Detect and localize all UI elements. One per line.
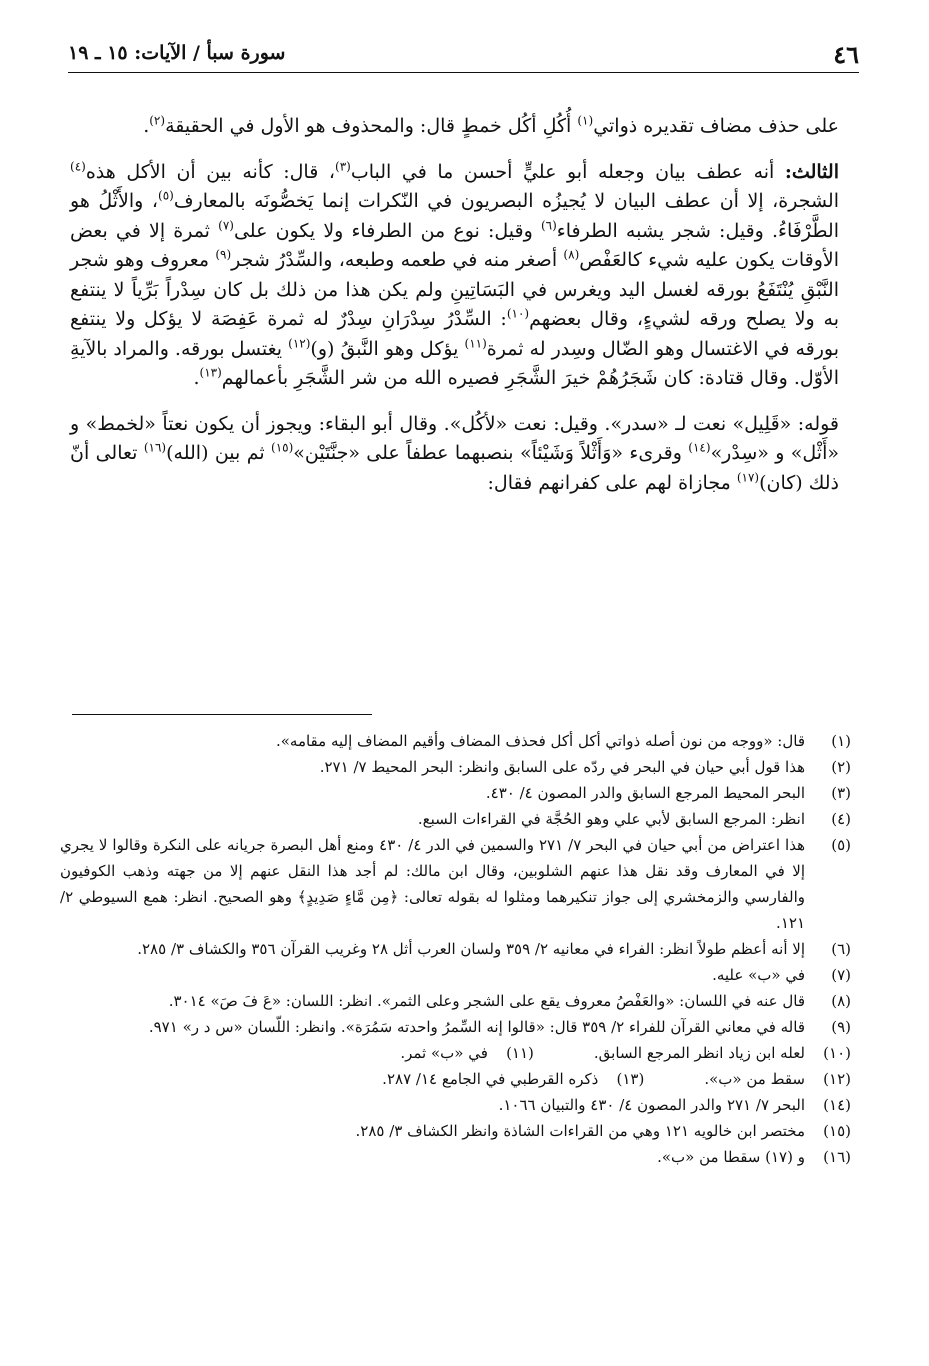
footnote-ref: (١٤) — [688, 440, 711, 455]
footnote: (٦) إلا أنه أعظم طولاً انظر: الفراء في معانيه ٢/ ٣٥٩ ولسان العرب أثل ٢٨ وغريب القرآن ٣٥٦ والكشاف ٣/ ٢٨٥. — [137, 940, 851, 958]
footnote-ref: (١٧) — [736, 470, 760, 485]
paragraph-2: الثالث: أنه عطف بيان وجعله أبو عليٍّ أحسن ما في الباب$^{(٣)}$، قال: كأنه بين أن الأكل هذه$^{(٤)}$ الشجرة، إلا أن عطف البيان لا يُجيزُه البصريون في النّكرات إنما يَخصُّونَه بالمعارف$^{(٥)}$، والأَثْلُ هو الطَّرْفَاءُ. وقيل: شجر يشبه الطرفاء$^{(٦)}$ وقيل: نوع من الطرفاء ولا يكون على$^{(٧)}$ ثمرة إلا في بعض الأوقات يكون عليه شيء كالعَفْص$^{(٨)}$ أصغر منه في طعمه وطبعه، والسِّدْرُ شجر$^{(٩)}$ معروف وهو شجر النَّبْقِ يُنْتَفَعُ بورقه لغسل اليد ويغرس في البَسَاتِينِ ولم يكن هذا من ذلك بل كان سِدْراً بَرِّياً لا ينتفع به ولا يصلح ورقه لشيءٍ، وقال بعضهم$^{(١٠)}$: السِّدْرُ سِدْرَانِ سِدْرٌ له ثمرة عَفِصَة لا يؤكل ولا ينتفع بورقه في الاغتسال وهو الضّال وسِدر له ثمرة$^{(١١)}$ يؤكل وهو النَّبقُ (و)$^{(١٢)}$ يغتسل بورقه. والمراد بالآيةِ الأوّل. وقال قتادة: كان شَجَرُهُمْ خيرَ الشَّجَرِ فصيره الله من شر الشَّجَرِ بأعمالهم$^{(١٣)}$. — [70, 159, 840, 389]
running-title: سورة سبأ / الآيات: ١٥ ـ ١٩ — [68, 42, 286, 64]
footnote: (١٥) مختصر ابن خالويه ١٢١ وهي من القراءات الشاذة وانظر الكشاف ٣/ ٢٨٥. — [355, 1122, 851, 1140]
footnote-ref: (١٠) — [506, 306, 530, 321]
footnote: (١) قال: «ووجه من نون أصله ذواتي أكل أكل فحذف المضاف وأقيم المضاف إليه مقامه». — [275, 732, 851, 750]
footnote-ref: (٣) — [335, 159, 351, 174]
footnote-ref: (١٢) — [288, 336, 311, 351]
footnote-ref: (٩) — [215, 247, 232, 262]
footnote: (١٦) و (١٧) سقطا من «ب». — [657, 1148, 851, 1166]
header-rule — [68, 72, 859, 73]
footnote: (١٤) البحر ٧/ ٢٧١ والدر المصون ٤/ ٤٣٠ والتبيان ١٠٦٦. — [498, 1096, 851, 1114]
footnote-pair — [60, 1066, 851, 1092]
footnote-ref: (٦) — [540, 218, 557, 233]
footnote-ref: (٨) — [563, 247, 580, 262]
footnote: (١٣) ذكره القرطبي في الجامع ١٤/ ٢٨٧. — [382, 1070, 645, 1088]
footnote-ref: (٤) — [70, 159, 86, 174]
footnote: (٧) في «ب» عليه. — [712, 966, 851, 984]
footnote: (٨) قال عنه في اللسان: «والعَفْصُ معروف يقع على الشجر وعلى الثمر». انظر: اللسان: «عَ فَ صَ» ٣٠١٤. — [168, 992, 851, 1010]
paragraph-1: على حذف مضاف تقديره ذواتي$^{(١)}$ أُكُلِ أكُل خمطٍ قال: والمحذوف هو الأول في الحقيقة$^{(٢)}$. — [143, 113, 839, 137]
footnote-pair — [60, 1040, 851, 1066]
footnote-ref: (٧) — [218, 218, 234, 233]
footnote-ref: (١٦) — [143, 440, 167, 455]
footnote: (١٠) لعله ابن زياد انظر المرجع السابق. — [593, 1044, 851, 1062]
footnote: (٥) هذا اعتراض من أبي حيان في البحر ٧/ ٢٧١ والسمين في الدر ٤/ ٤٣٠ ومنع أهل البصرة جريانه على النكرة وقالوا لا يجري إلا في المعارف وقد نقل هذا عنهم الشلوبين، وقال ابن مالك: لم أجد هذا النقل عنهم إلا من جهته وذهب الكوفيون والفارسي والزمخشري إلى جواز تنكيرهما ومثلوا له بقوله تعالى: ﴿مِن مَّاءٍ صَدِيدٍ﴾ وهو الصحيح. انظر: همع السيوطي ٢/ ١٢١. — [60, 836, 851, 932]
footnote: (١١) في «ب» ثمر. — [400, 1044, 534, 1062]
page-number: ٤٦ — [833, 40, 859, 69]
footnote-ref: (٢) — [149, 113, 166, 128]
main-text — [70, 112, 839, 498]
page-header — [68, 40, 859, 70]
paragraph-lead: الثالث: — [784, 160, 839, 183]
footnote-ref: (١) — [577, 113, 594, 128]
footnote-ref: (١٥) — [271, 440, 294, 455]
footnote-ref: (١١) — [464, 336, 487, 351]
footnote: (١٢) سقط من «ب». — [704, 1070, 851, 1088]
footnote: (٢) هذا قول أبي حيان في البحر في ردّه على السابق وانظر: البحر المحيط ٧/ ٢٧١. — [319, 758, 851, 776]
footnote-ref: (١٣) — [199, 365, 222, 380]
footnote: (٤) انظر: المرجع السابق لأبي علي وهو الحُجَّة في القراءات السبع. — [417, 810, 851, 828]
paragraph-3: قوله: «قَلِيل» نعت لـ «سدر». وقيل: نعت «لأكُل». وقال أبو البقاء: ويجوز أن يكون نعتاً «لخمط» و «أَثْل» و «سِدْر»$^{(١٤)}$ وقرىء «وَأَثْلاً وَشَيْئاً» بنصبهما عطفاً على «جنَّتَيْن»$^{(١٥)}$ ثم بين (الله)$^{(١٦)}$ تعالى أنّ ذلك (كان)$^{(١٧)}$ مجازاة لهم على كفرانهم فقال: — [70, 412, 839, 494]
footnote-ref: (٥) — [158, 188, 174, 203]
footnote: (٣) البحر المحيط المرجع السابق والدر المصون ٤/ ٤٣٠. — [485, 784, 851, 802]
footnote: (٩) قاله في معاني القرآن للفراء ٢/ ٣٥٩ قال: «قالوا إنه السِّمرُ واحدته سَمُرَة». وانظر: اللّسان «س د ر» ٩٧١. — [148, 1018, 851, 1036]
footnote-rule — [72, 714, 372, 715]
footnotes — [60, 728, 851, 1170]
